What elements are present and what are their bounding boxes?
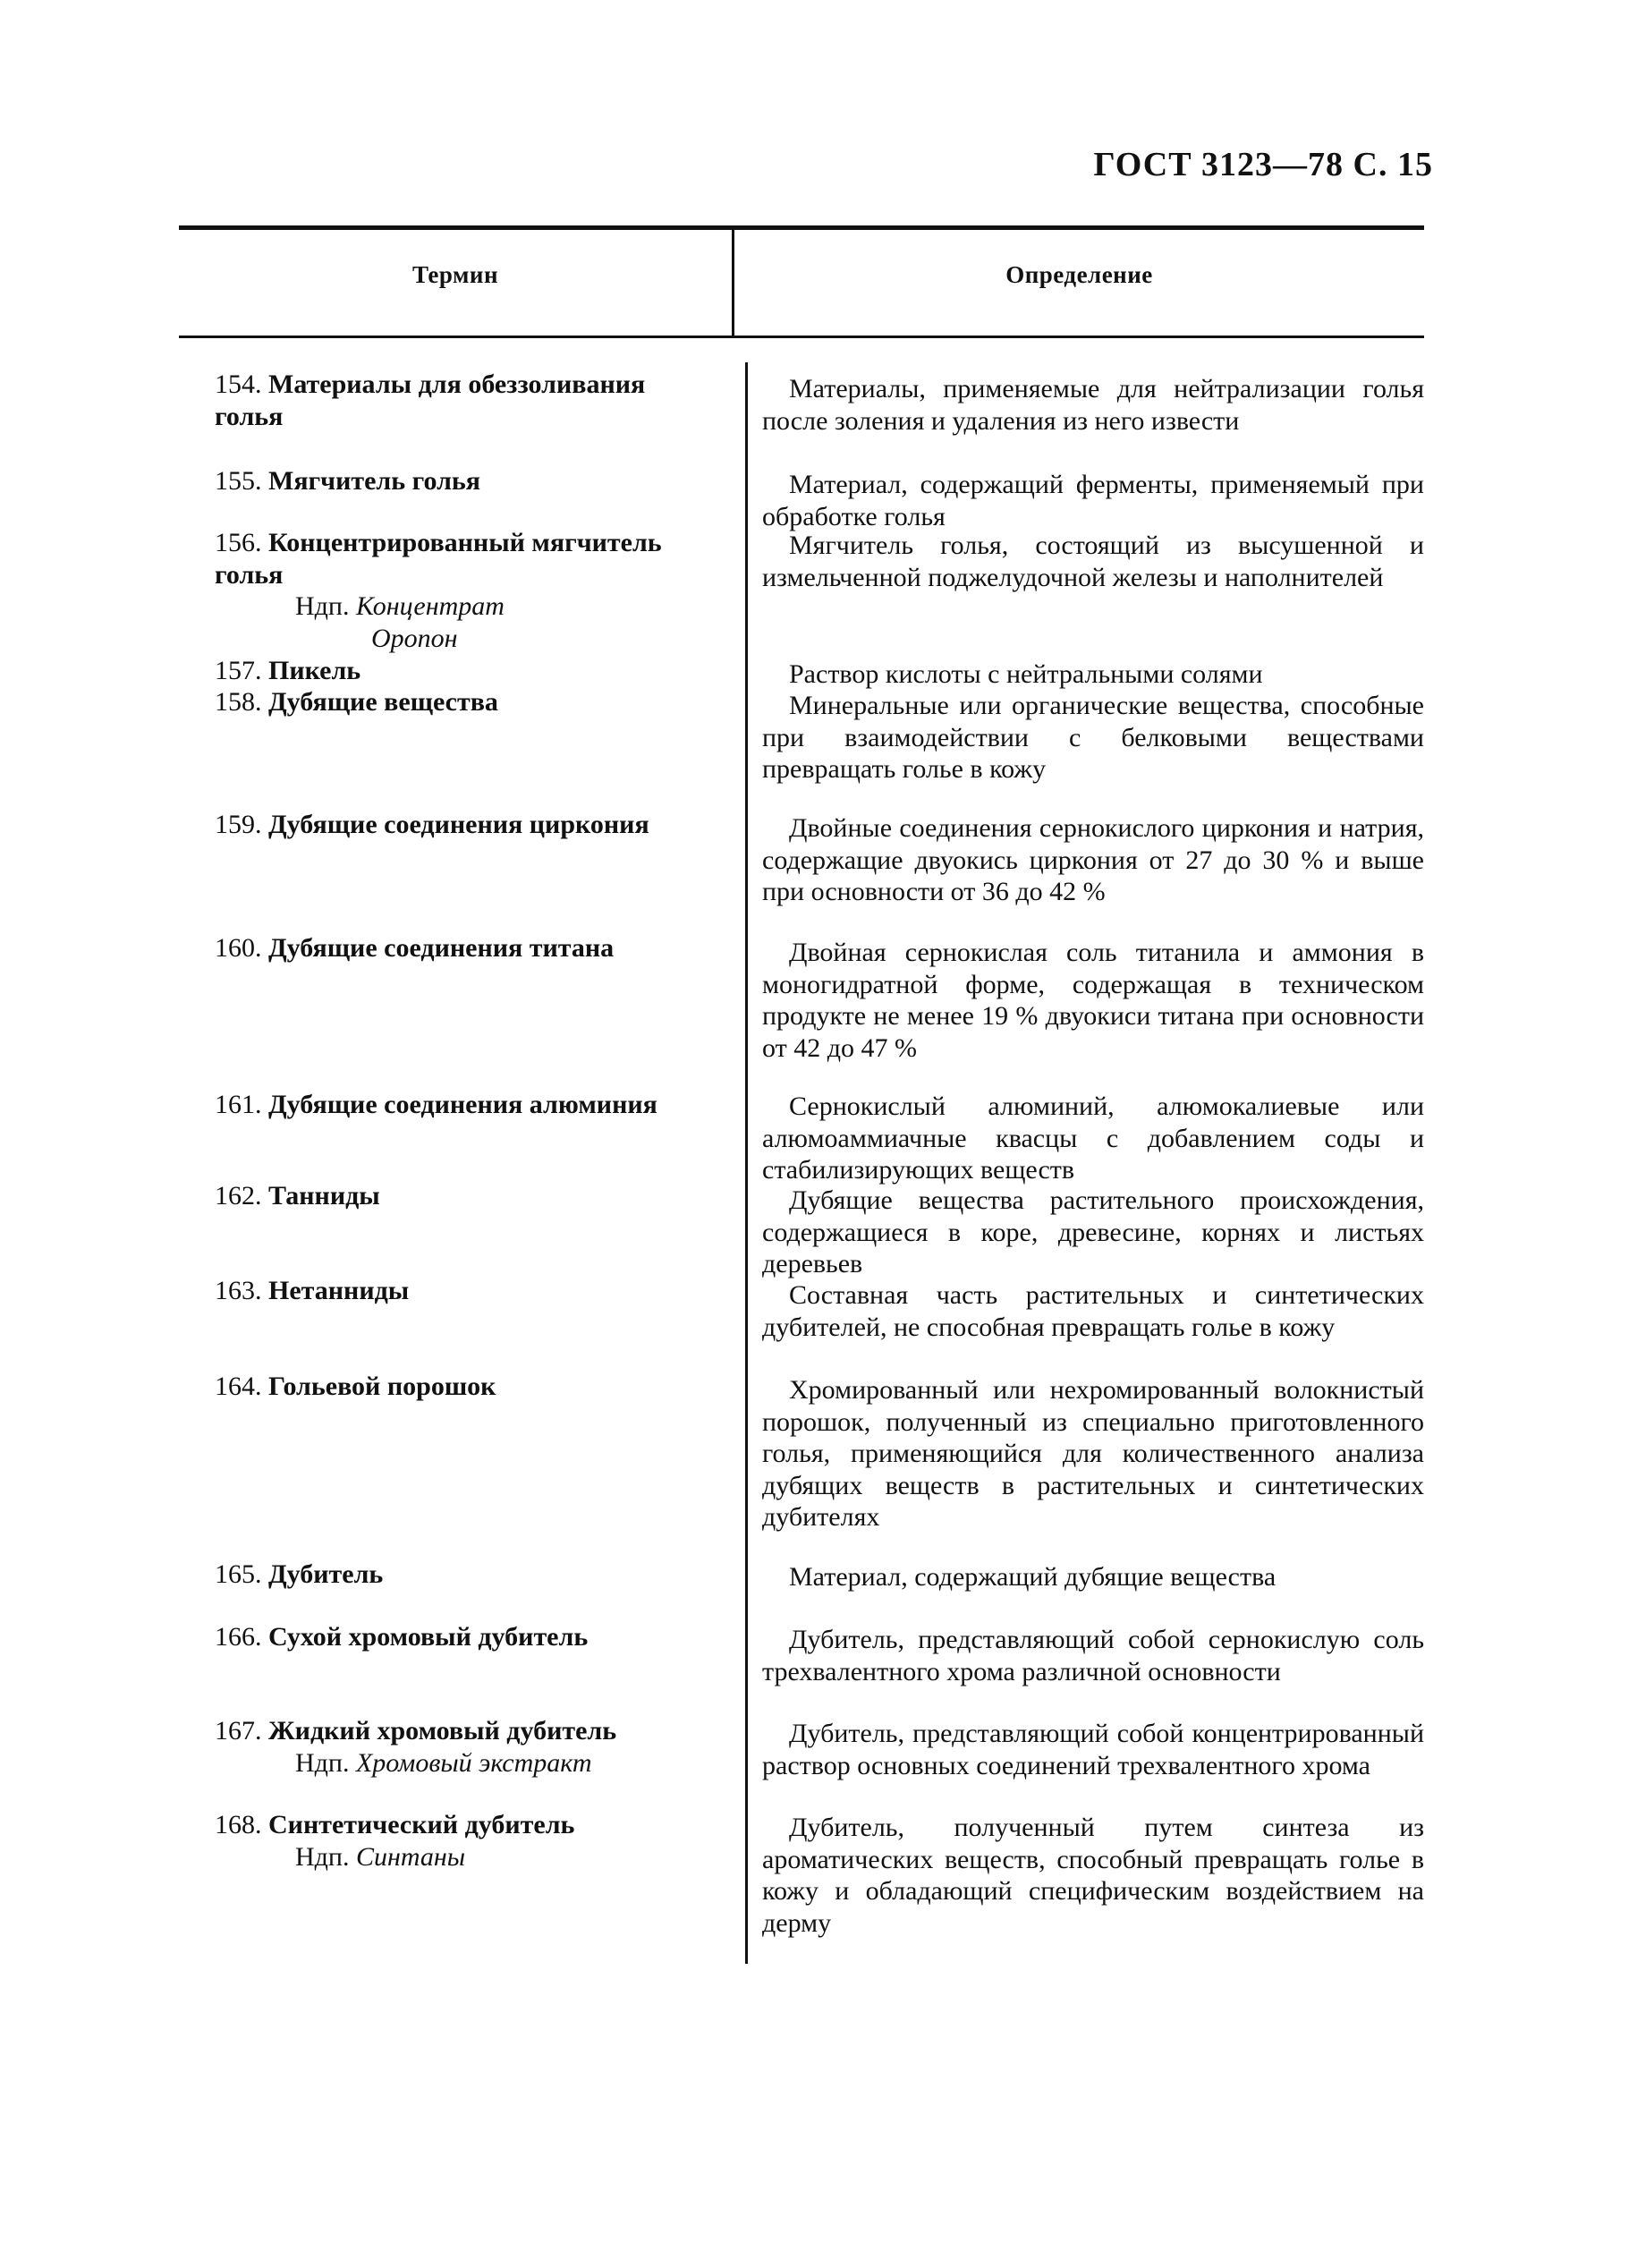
- table-row: 165. Дубитель: [215, 1559, 384, 1589]
- term-text: Дубящие вещества: [268, 687, 498, 717]
- ndp-term: Хромовый экстракт: [355, 1747, 592, 1778]
- ndp-label: Ндп.: [295, 1747, 350, 1778]
- table-row: 164. Гольевой порошок: [215, 1372, 496, 1401]
- terms-table: [179, 225, 1424, 1970]
- term-text: Танниды: [268, 1181, 380, 1210]
- definition-text: Минеральные или органические вещества, способные при взаимодействии с белковыми веществами превращать голье в кожу: [762, 691, 1424, 784]
- table-top-rule: [179, 225, 1424, 230]
- definition-text: Материал, содержащий дубящие вещества: [789, 1562, 1277, 1592]
- definition-text: Дубящие вещества растительного происхождения, содержащиеся в коре, древесине, корнях и листьях деревьев: [762, 1185, 1424, 1278]
- table-row: 159. Дубящие соединения циркония: [215, 810, 649, 839]
- table-row: 163. Нетанниды: [215, 1276, 410, 1305]
- ndp-label: Ндп.: [295, 591, 350, 621]
- table-row: 155. Мягчитель голья: [215, 466, 481, 496]
- ndp-label: Ндп.: [295, 1841, 350, 1872]
- definition-text: Хромированный или нехромированный волокнистый порошок, полученный из специально приготовленного голья, применяющийся для количественного анализа дубящих веществ в растительных и синтетических дубителях: [762, 1375, 1424, 1532]
- table-row: 154. Материалы для обеззоливания голья: [215, 370, 646, 431]
- term-text: Синтетический дубитель: [268, 1810, 575, 1839]
- term-text: Концентрированный мягчитель голья: [215, 528, 662, 590]
- term-text: Дубящие соединения циркония: [268, 810, 649, 839]
- definition-text: Дубитель, полученный путем синтеза из ароматических веществ, способный превращать голье в кожу и обладающий специфическим воздействием на дерму: [762, 1813, 1424, 1938]
- definition-text: Материалы, применяемые для нейтрализации голья после золения и удаления из него извести: [762, 374, 1424, 436]
- table-row: 168. Синтетический дубитель Ндп. Синтаны: [215, 1810, 575, 1872]
- column-header-term: Термин: [411, 261, 499, 288]
- definition-text: Двойная сернокислая соль титанила и аммония в моногидратной форме, содержащая в техническом продукте не менее 19 % двуокиси титана при основности от 42 до 47 %: [762, 938, 1424, 1063]
- ndp-term: Оропон: [371, 623, 458, 653]
- ndp-term: Синтаны: [355, 1841, 466, 1872]
- ndp-term: Концентрат: [355, 591, 505, 621]
- table-header-rule: [179, 336, 1424, 338]
- definition-text: Раствор кислоты с нейтральными солями: [789, 659, 1263, 689]
- page-header: ГОСТ 3123—78 С. 15: [1093, 146, 1433, 183]
- term-text: Гольевой порошок: [268, 1372, 496, 1401]
- column-divider: [745, 362, 748, 1964]
- term-text: Дубитель: [268, 1559, 384, 1589]
- term-text: Сухой хромовый дубитель: [268, 1622, 589, 1652]
- term-text: Мягчитель голья: [268, 466, 481, 496]
- term-text: Дубящие соединения титана: [268, 933, 615, 963]
- table-row: 161. Дубящие соединения алюминия: [215, 1090, 657, 1119]
- table-row: 167. Жидкий хромовый дубитель Ндп. Хромовый экстракт: [215, 1716, 617, 1778]
- definition-text: Сернокислый алюминий, алюмокалиевые или алюмоаммиачные квасцы с добавлением соды и стабилизирующих веществ: [762, 1092, 1424, 1185]
- table-row: 157. Пикель: [215, 656, 361, 685]
- definition-text: Материал, содержащий ферменты, применяемый при обработке голья: [762, 470, 1424, 531]
- term-text: Дубящие соединения алюминия: [268, 1090, 657, 1119]
- column-header-definition: Определение: [1005, 261, 1153, 288]
- definition-text: Двойные соединения сернокислого циркония и натрия, содержащие двуокись циркония от 27 до 30 % и выше при основности от 36 до 42 %: [762, 813, 1424, 906]
- table-row: 156. Концентрированный мягчитель голья Ндп. Концентрат Оропон: [179, 527, 716, 654]
- term-text: Материалы для обеззоливания голья: [215, 370, 646, 431]
- definition-text: Дубитель, представляющий собой концентрированный раствор основных соединений трехвалентного хрома: [762, 1719, 1424, 1780]
- table-row: 166. Сухой хромовый дубитель: [215, 1622, 589, 1652]
- term-text: Жидкий хромовый дубитель: [268, 1716, 617, 1746]
- table-row: 162. Танниды: [215, 1181, 380, 1210]
- term-text: Нетанниды: [268, 1276, 410, 1305]
- definition-text: Дубитель, представляющий собой сернокислую соль трехвалентного хрома различной основности: [762, 1625, 1424, 1686]
- table-row: 158. Дубящие вещества: [215, 687, 498, 717]
- table-row: 160. Дубящие соединения титана: [215, 933, 615, 963]
- term-text: Пикель: [268, 656, 361, 685]
- definition-text: Мягчитель голья, состоящий из высушенной и измельченной поджелудочной железы и наполнителей: [762, 531, 1424, 592]
- definition-text: Составная часть растительных и синтетических дубителей, не способная превращать голье в кожу: [762, 1280, 1424, 1342]
